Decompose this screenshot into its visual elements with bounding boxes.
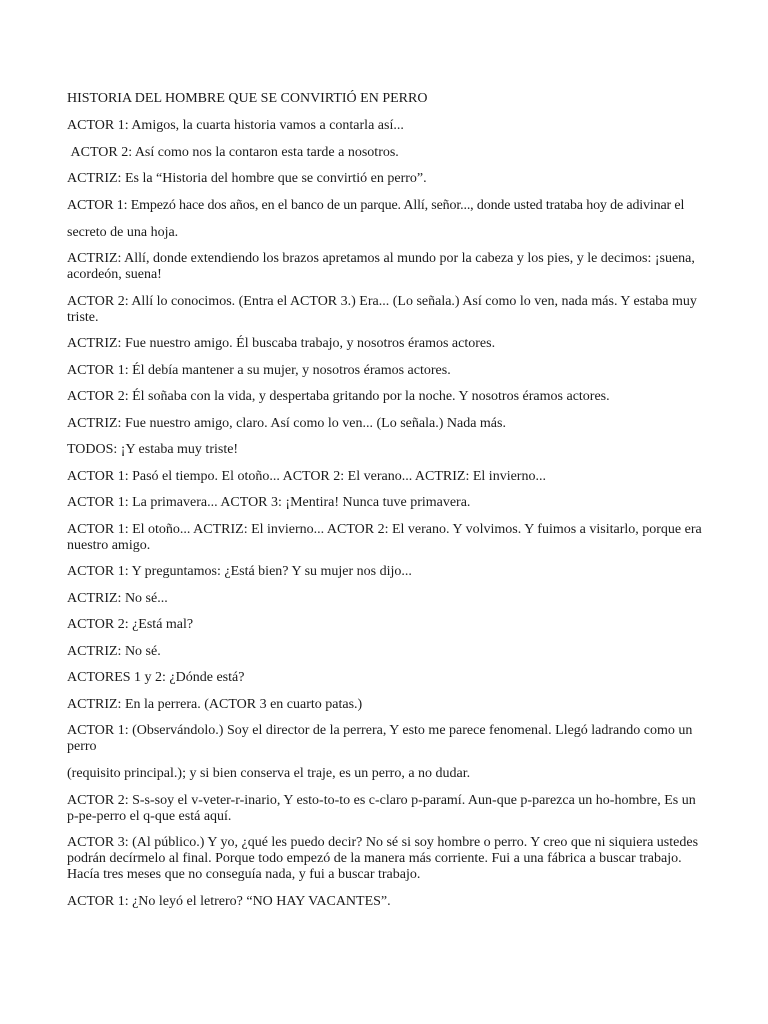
dialogue-line: ACTOR 1: Y preguntamos: ¿Está bien? Y su mujer nos dijo... — [67, 564, 412, 579]
dialogue-line: ACTRIZ: No sé. — [67, 643, 161, 659]
dialogue-line: ACTOR 1: Amigos, la cuarta historia vamos a contarla así... — [67, 118, 404, 133]
dialogue-line: ACTOR 1: La primavera... ACTOR 3: ¡Mentira! Nunca tuve primavera. — [67, 495, 471, 510]
document-page — [67, 91, 707, 920]
dialogue-line: (requisito principal.); y si bien conserva el traje, es un perro, a no dudar. — [67, 766, 471, 781]
dialogue-line: ACTRIZ: Fue nuestro amigo. Él buscaba trabajo, y nosotros éramos actores. — [67, 336, 496, 351]
dialogue-line: ACTRIZ: Allí, donde extendiendo los brazos apretamos al mundo por la cabeza y los pies, y le decimos: ¡suena, acordeón, suena! — [67, 251, 695, 282]
dialogue-line: ACTOR 1: Él debía mantener a su mujer, y nosotros éramos actores. — [67, 362, 451, 378]
dialogue-line: ACTRIZ: No sé... — [67, 590, 168, 606]
dialogue-line: secreto de una hoja. — [67, 224, 179, 240]
dialogue-line: ACTRIZ: Fue nuestro amigo, claro. Así como lo ven... (Lo señala.) Nada más. — [67, 415, 506, 431]
dialogue-line: ACTOR 2: Allí lo conocimos. (Entra el ACTOR 3.) Era... (Lo señala.) Así como lo ven, nada más. Y estaba muy triste. — [67, 293, 697, 325]
dialogue-line: ACTOR 2: Así como nos la contaron esta tarde a nosotros. — [67, 144, 399, 160]
dialogue-line: ACTOR 1: Empezó hace dos años, en el banco de un parque. Allí, señor..., donde usted trataba hoy de adivinar el — [67, 197, 685, 213]
dialogue-line: ACTOR 3: (Al público.) Y yo, ¿qué les puedo decir? No sé si soy hombre o perro. Y creo que ni siquiera ustedes podrán decírmelo al final. Porque todo empezó de la manera más corriente. Fui a una fábrica a buscar trabajo. Hacía tres meses que no conseguía nada, y fui a buscar trabajo. — [67, 835, 699, 882]
dialogue-line: ACTOR 1: ¿No leyó el letrero? “NO HAY VACANTES”. — [67, 893, 391, 909]
dialogue-line: ACTOR 2: ¿Está mal? — [67, 617, 194, 632]
dialogue-line: ACTOR 2: Él soñaba con la vida, y despertaba gritando por la noche. Y nosotros éramos actores. — [67, 389, 610, 404]
dialogue-line: ACTORES 1 y 2: ¿Dónde está? — [67, 670, 245, 685]
dialogue-line: ACTOR 1: Pasó el tiempo. El otoño... ACTOR 2: El verano... ACTRIZ: El invierno... — [67, 468, 546, 484]
dialogue-line: ACTOR 1: (Observándolo.) Soy el director de la perrera, Y esto me parece fenomenal. Llegó ladrando como un perro — [67, 723, 693, 754]
document-title: HISTORIA DEL HOMBRE QUE SE CONVIRTIÓ EN PERRO — [67, 91, 428, 106]
dialogue-line: ACTRIZ: Es la “Historia del hombre que se convirtió en perro”. — [67, 171, 427, 186]
dialogue-line: ACTRIZ: En la perrera. (ACTOR 3 en cuarto patas.) — [67, 696, 363, 712]
dialogue-line: ACTOR 2: S-s-soy el v-veter-r-inario, Y esto-to-to es c-claro p-paramí. Aun-que p-parezca un ho-hombre, Es un p-pe-perro el q-que está aquí. — [67, 792, 696, 824]
dialogue-line: ACTOR 1: El otoño... ACTRIZ: El invierno... ACTOR 2: El verano. Y volvimos. Y fuimos a visitarlo, porque era nuestro amigo. — [67, 521, 702, 553]
dialogue-line: TODOS: ¡Y estaba muy triste! — [67, 442, 239, 457]
